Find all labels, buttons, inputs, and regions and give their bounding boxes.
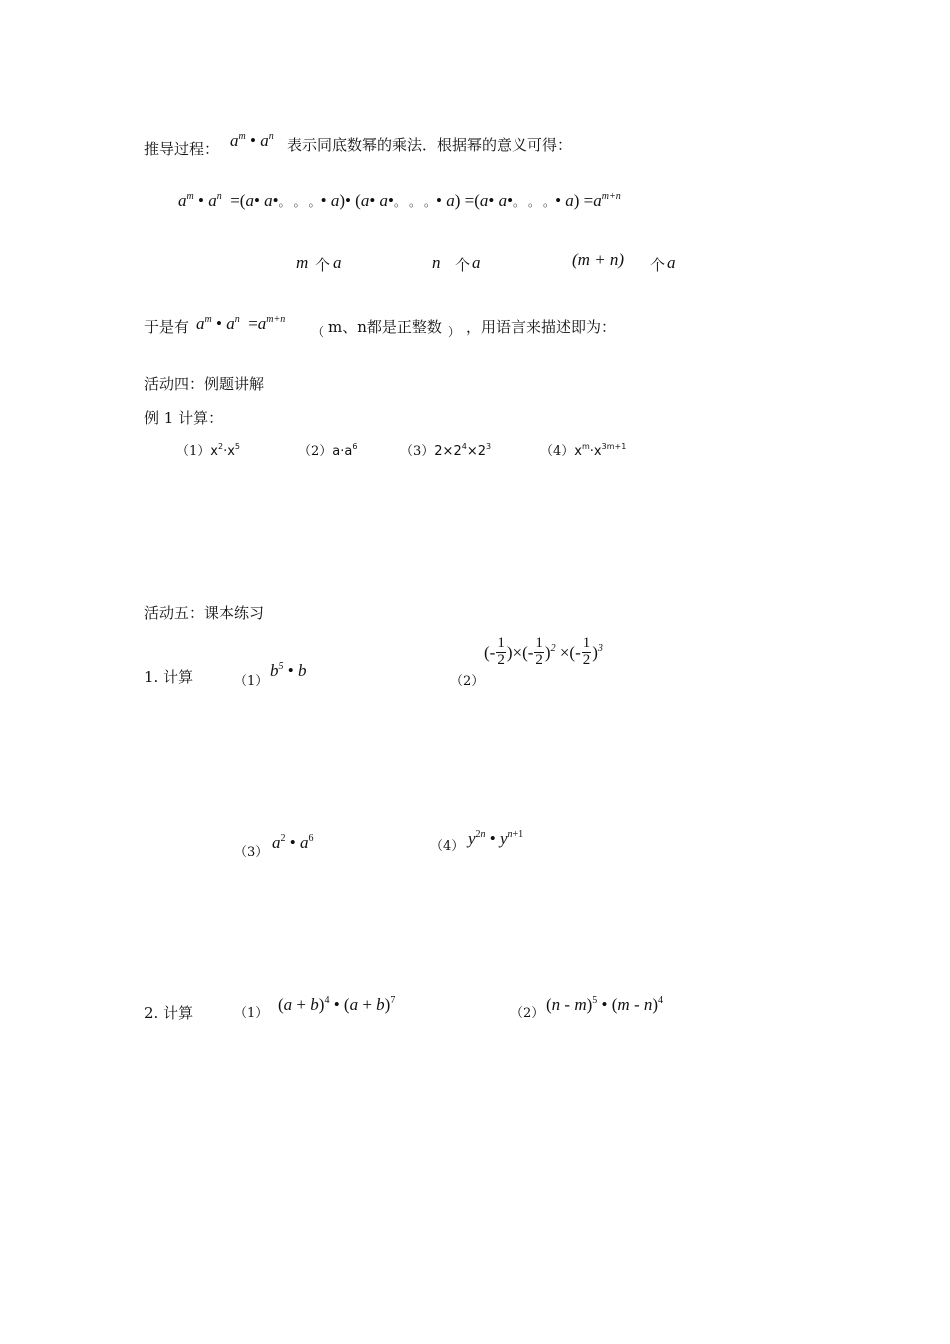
count-n-ge: 个 (455, 256, 471, 274)
q2-item-1-label: （1） (234, 1006, 269, 1021)
q1-item-4-formula: $y^{2n}$ • $y^{n+1}$ (468, 829, 524, 848)
q1-item-3-formula: $a^2$ • $a^6$ (272, 833, 314, 852)
count-mn-var: (m + n) (572, 250, 625, 269)
q2-item-1-formula: $(a + b)^4$ • $(a + b)^7$ (278, 995, 396, 1014)
q1-item-1-label: （1） (234, 674, 269, 689)
conclusion-formula: $a^m$ • $a^n =a^{m+n}$ (196, 314, 286, 333)
conclusion-paren-close: ） (448, 325, 461, 339)
count-m-ge: 个 (315, 256, 331, 274)
conclusion-condition: m、n都是正整数 (328, 318, 442, 336)
count-m-var: m (296, 253, 309, 272)
q1-item-3-label: （3） (234, 845, 269, 860)
conclusion-paren-open: （ (312, 325, 325, 339)
q1-item-1-formula: $b^5$ • b (270, 661, 307, 680)
count-mn-a: a (667, 253, 676, 272)
derivation-label: 推导过程： (144, 140, 220, 158)
count-m-a: a (333, 253, 342, 272)
example1-item-3: $(3)2\times 2^4\times 2^3$ (400, 442, 492, 459)
count-n-var: n (432, 253, 441, 272)
example1-title: 例 1 计算： (144, 409, 224, 427)
conclusion-prefix: 于是有 (144, 318, 190, 336)
example1-item-4: $(4)x^m\cdot x^{3m+1}$ (540, 442, 627, 459)
activity4-title: 活动四：例题讲解 (144, 375, 265, 393)
example1-item-2: $(2)a\cdot a^6$ (298, 442, 358, 459)
formula-am-an: $a^m$ • $a^n$ (230, 131, 274, 150)
count-mn-ge: 个 (650, 256, 666, 274)
conclusion-suffix: ，用语言来描述即为： (466, 318, 617, 336)
q2-item-2-label: （2） (510, 1006, 545, 1021)
activity5-title: 活动五：课本练习 (144, 604, 265, 622)
example1-item-1: $(1)x^2\cdot x^5$ (176, 442, 240, 459)
q1-label: 1. 计算 (144, 668, 194, 686)
derivation-description: 表示同底数幂的乘法．根据幂的意义可得： (287, 136, 573, 154)
expanded-product-formula: $a^m$ • $a^n$ =(a• a•。 。 。• a)• (a• a•。 。 。• a) =(a• a•。 。 。• $a) =a^{m+n}$ (178, 191, 621, 210)
q1-item-2-formula: (- $\frac{1}{2}$ )×(- $\frac{1}{2}$ )$^2$ ×(- $\frac{1}{2}$ )$^3$ (484, 635, 603, 668)
q2-label: 2. 计算 (144, 1004, 194, 1022)
q2-item-2-formula: (n - m)$^5$ • (m - n)$^4$ (546, 995, 664, 1014)
q1-item-4-label: （4） (430, 839, 465, 854)
count-n-a: a (472, 253, 481, 272)
q1-item-2-label: （2） (450, 674, 485, 689)
